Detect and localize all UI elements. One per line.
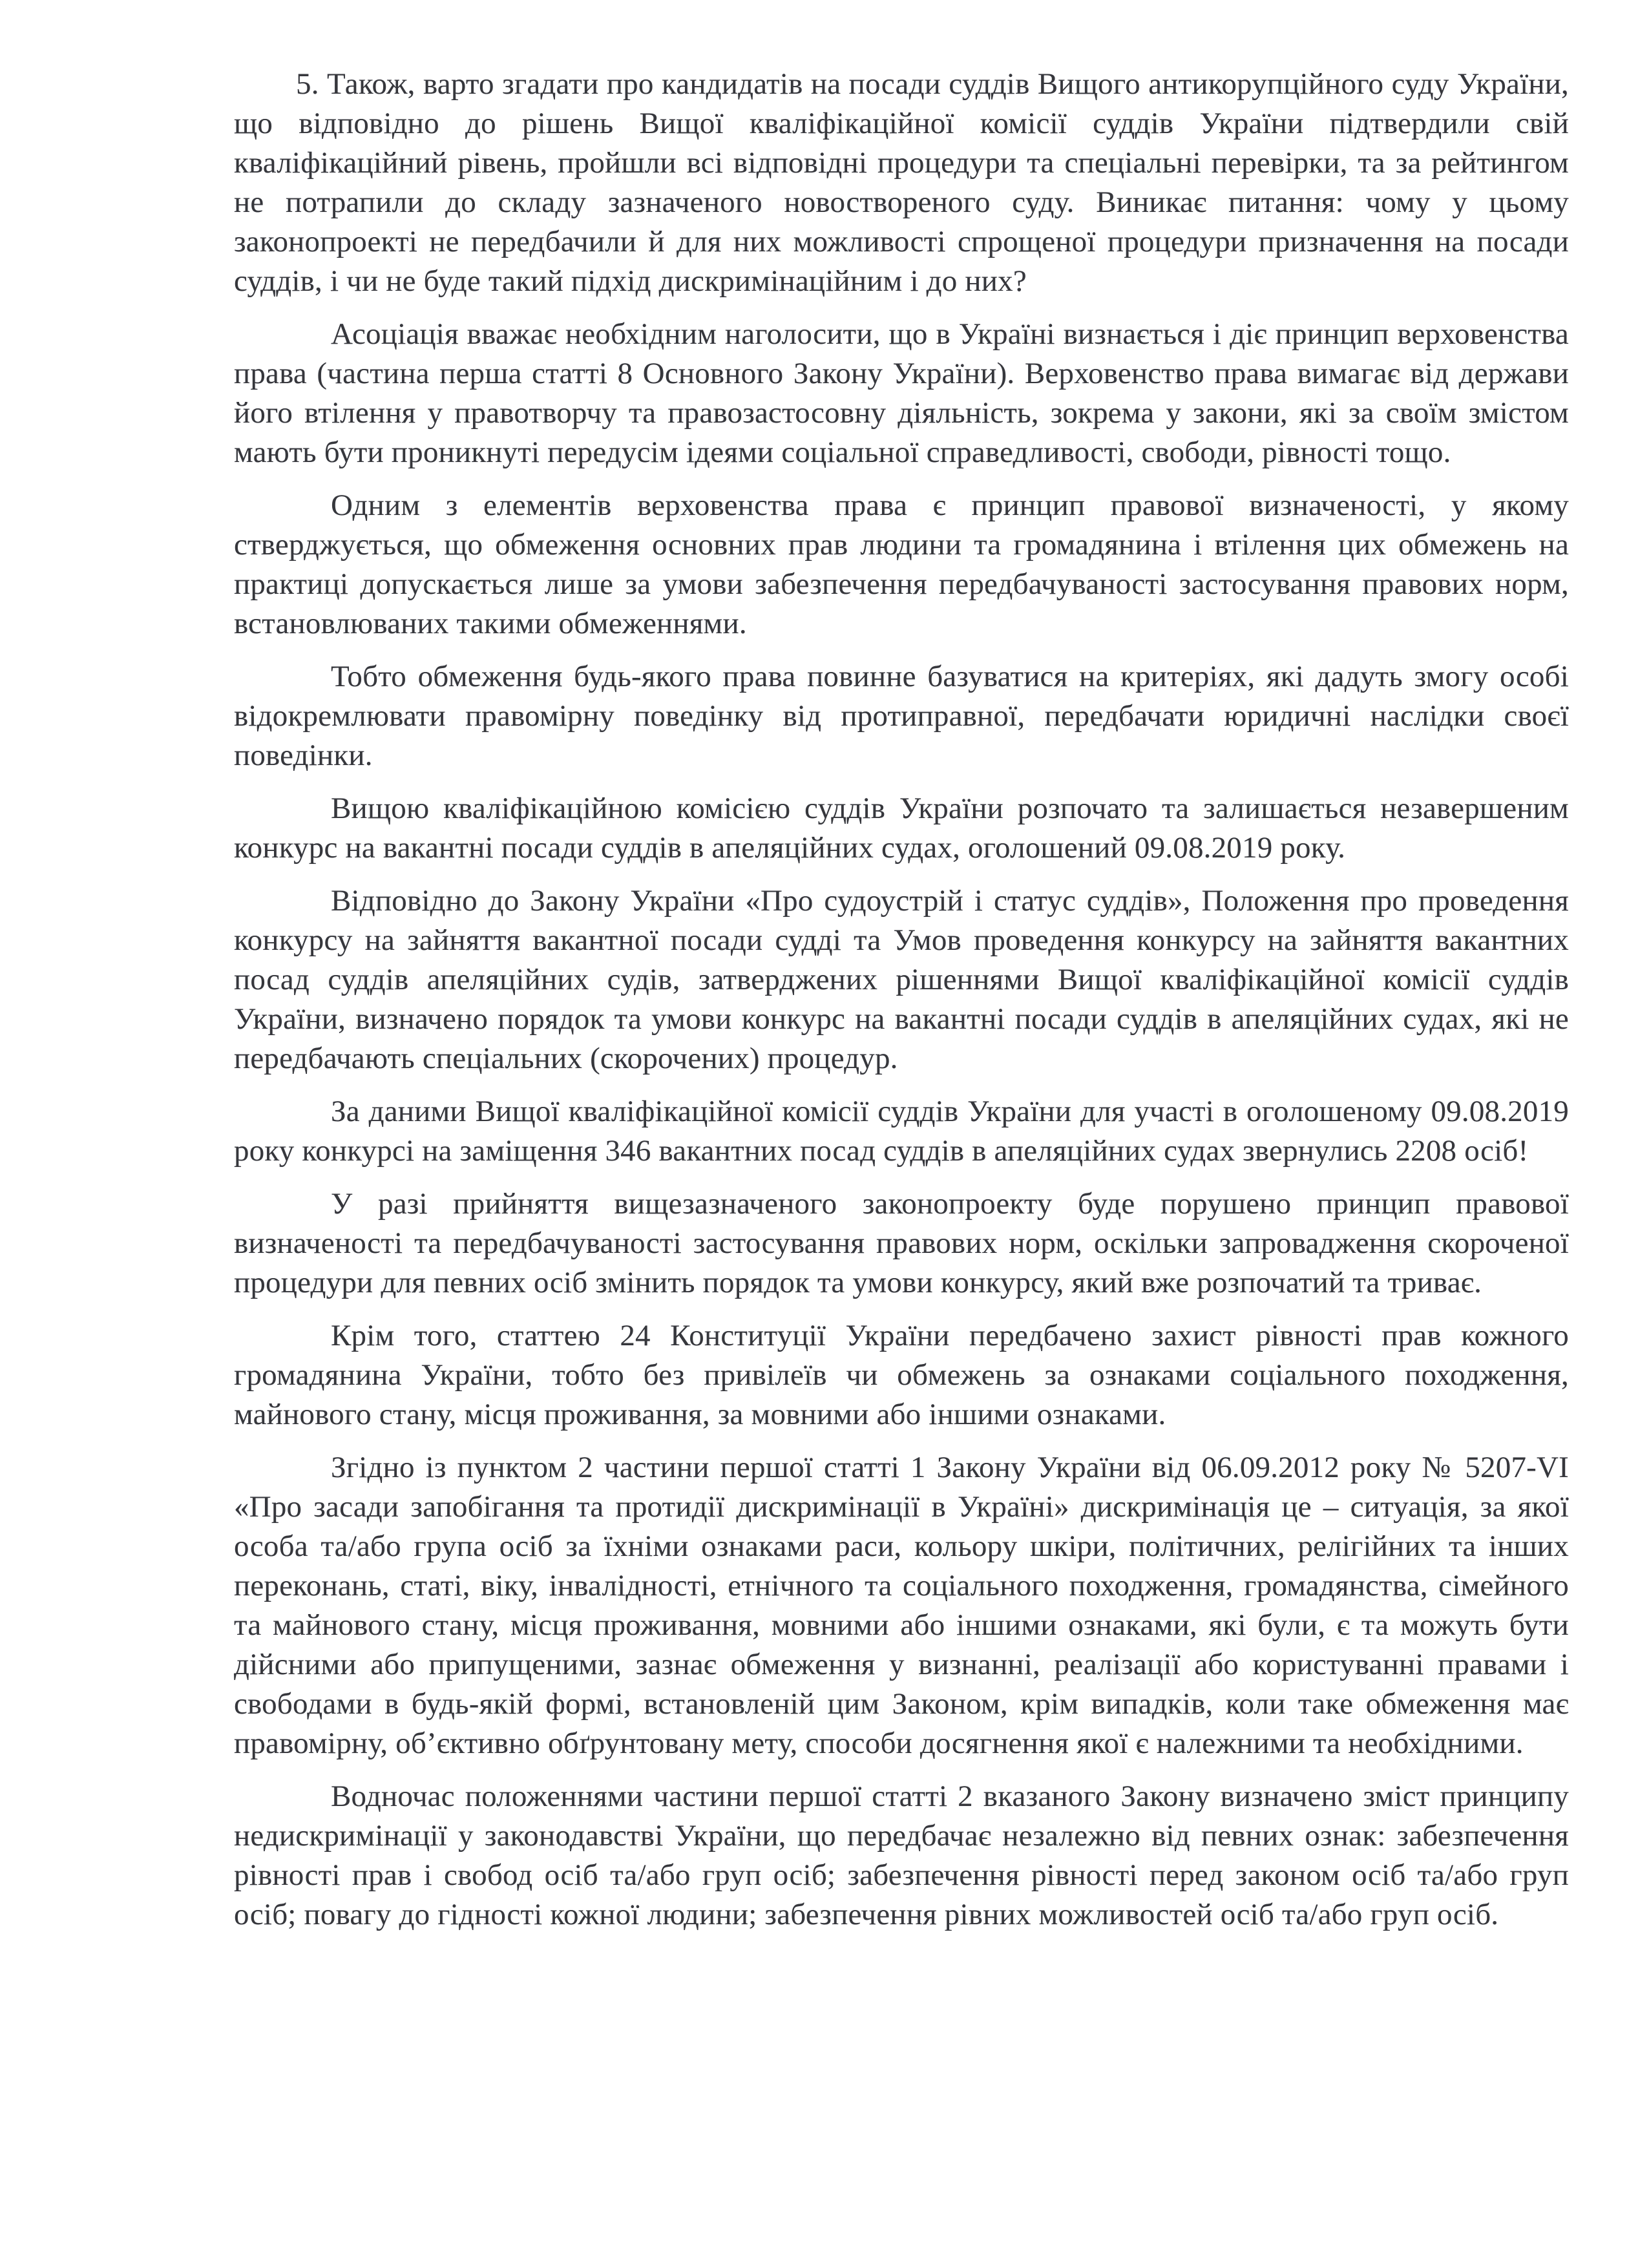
paragraph: Водночас положеннями частини першої статті 2 вказаного Закону визначено зміст принципу недискримінації у законодавстві України, що передбачає незалежно від певних ознак: забезпечення рівності прав і свобод осіб та/або груп осіб; забезпечення рівності перед законом осіб та/або груп осіб; повагу до гідності кожної людини; забезпечення рівних можливостей осіб та/або груп осіб. — [234, 1780, 1569, 1931]
document-body — [234, 65, 1569, 1948]
paragraph: За даними Вищої кваліфікаційної комісії суддів України для участі в оголошеному 09.08.2019 року конкурсі на заміщення 346 вакантних посад суддів в апеляційних судах звернулись 2208 осіб! — [234, 1095, 1569, 1168]
paragraph: Крім того, статтею 24 Конституції України передбачено захист рівності прав кожного громадянина України, тобто без привілеїв чи обмежень за ознаками соціального походження, майнового стану, місця проживання, за мовними або іншими ознаками. — [234, 1319, 1569, 1431]
paragraph: Згідно із пунктом 2 частини першої статті 1 Закону України від 06.09.2012 року № 5207-VI «Про засади запобігання та протидії дискримінації в Україні» дискримінація це – ситуація, за якої особа та/або група осіб за їхніми ознаками раси, кольору шкіри, політичних, релігійних та інших переконань, статі, віку, інвалідності, етнічного та соціального походження, громадянства, сімейного та майнового стану, місця проживання, мовними або іншими ознаками, які були, є та можуть бути дійсними або припущеними, зазнає обмеження у визнанні, реалізації або користуванні правами і свободами в будь-якій формі, встановленій цим Законом, крім випадків, коли таке обмеження має правомірну, об’єктивно обґрунтовану мету, способи досягнення якої є належними та необхідними. — [234, 1451, 1569, 1760]
paragraph: У разі прийняття вищезазначеного законопроекту буде порушено принцип правової визначеності та передбачуваності застосування правових норм, оскільки запровадження скороченої процедури для певних осіб змінить порядок та умови конкурсу, який вже розпочатий та триває. — [234, 1187, 1569, 1299]
paragraph: Тобто обмеження будь-якого права повинне базуватися на критеріях, які дадуть змогу особі відокремлювати правомірну поведінку від протиправної, передбачати юридичні наслідки своєї поведінки. — [234, 660, 1569, 772]
paragraph: Відповідно до Закону України «Про судоустрій і статус суддів», Положення про проведення конкурсу на зайняття вакантної посади судді та Умов проведення конкурсу на зайняття вакантних посад суддів апеляційних судів, затверджених рішеннями Вищої кваліфікаційної комісії суддів України, визначено порядок та умови конкурс на вакантні посади суддів в апеляційних судах, які не передбачають спеціальних (скорочених) процедур. — [234, 884, 1569, 1075]
paragraph: 5. Також, варто згадати про кандидатів на посади суддів Вищого антикорупційного суду України, що відповідно до рішень Вищої кваліфікаційної комісії суддів України підтвердили свій кваліфікаційний рівень, пройшли всі відповідні процедури та спеціальні перевірки, та за рейтингом не потрапили до складу зазначеного новоствореного суду. Виникає питання: чому у цьому законопроекті не передбачили й для них можливості спрощеної процедури призначення на посади суддів, і чи не буде такий підхід дискримінаційним і до них? — [234, 67, 1569, 298]
paragraph: Вищою кваліфікаційною комісією суддів України розпочато та залишається незавершеним конкурс на вакантні посади суддів в апеляційних судах, оголошений 09.08.2019 року. — [234, 792, 1569, 865]
paragraph: Асоціація вважає необхідним наголосити, що в Україні визнається і діє принцип верховенства права (частина перша статті 8 Основного Закону України). Верховенство права вимагає від держави його втілення у правотворчу та правозастосовну діяльність, зокрема у закони, які за своїм змістом мають бути проникнуті передусім ідеями соціальної справедливості, свободи, рівності тощо. — [234, 317, 1569, 469]
paragraph: Одним з елементів верховенства права є принцип правової визначеності, у якому стверджується, що обмеження основних прав людини та громадянина і втілення цих обмежень на практиці допускається лише за умови забезпечення передбачуваності застосування правових норм, встановлюваних такими обмеженнями. — [234, 488, 1569, 640]
